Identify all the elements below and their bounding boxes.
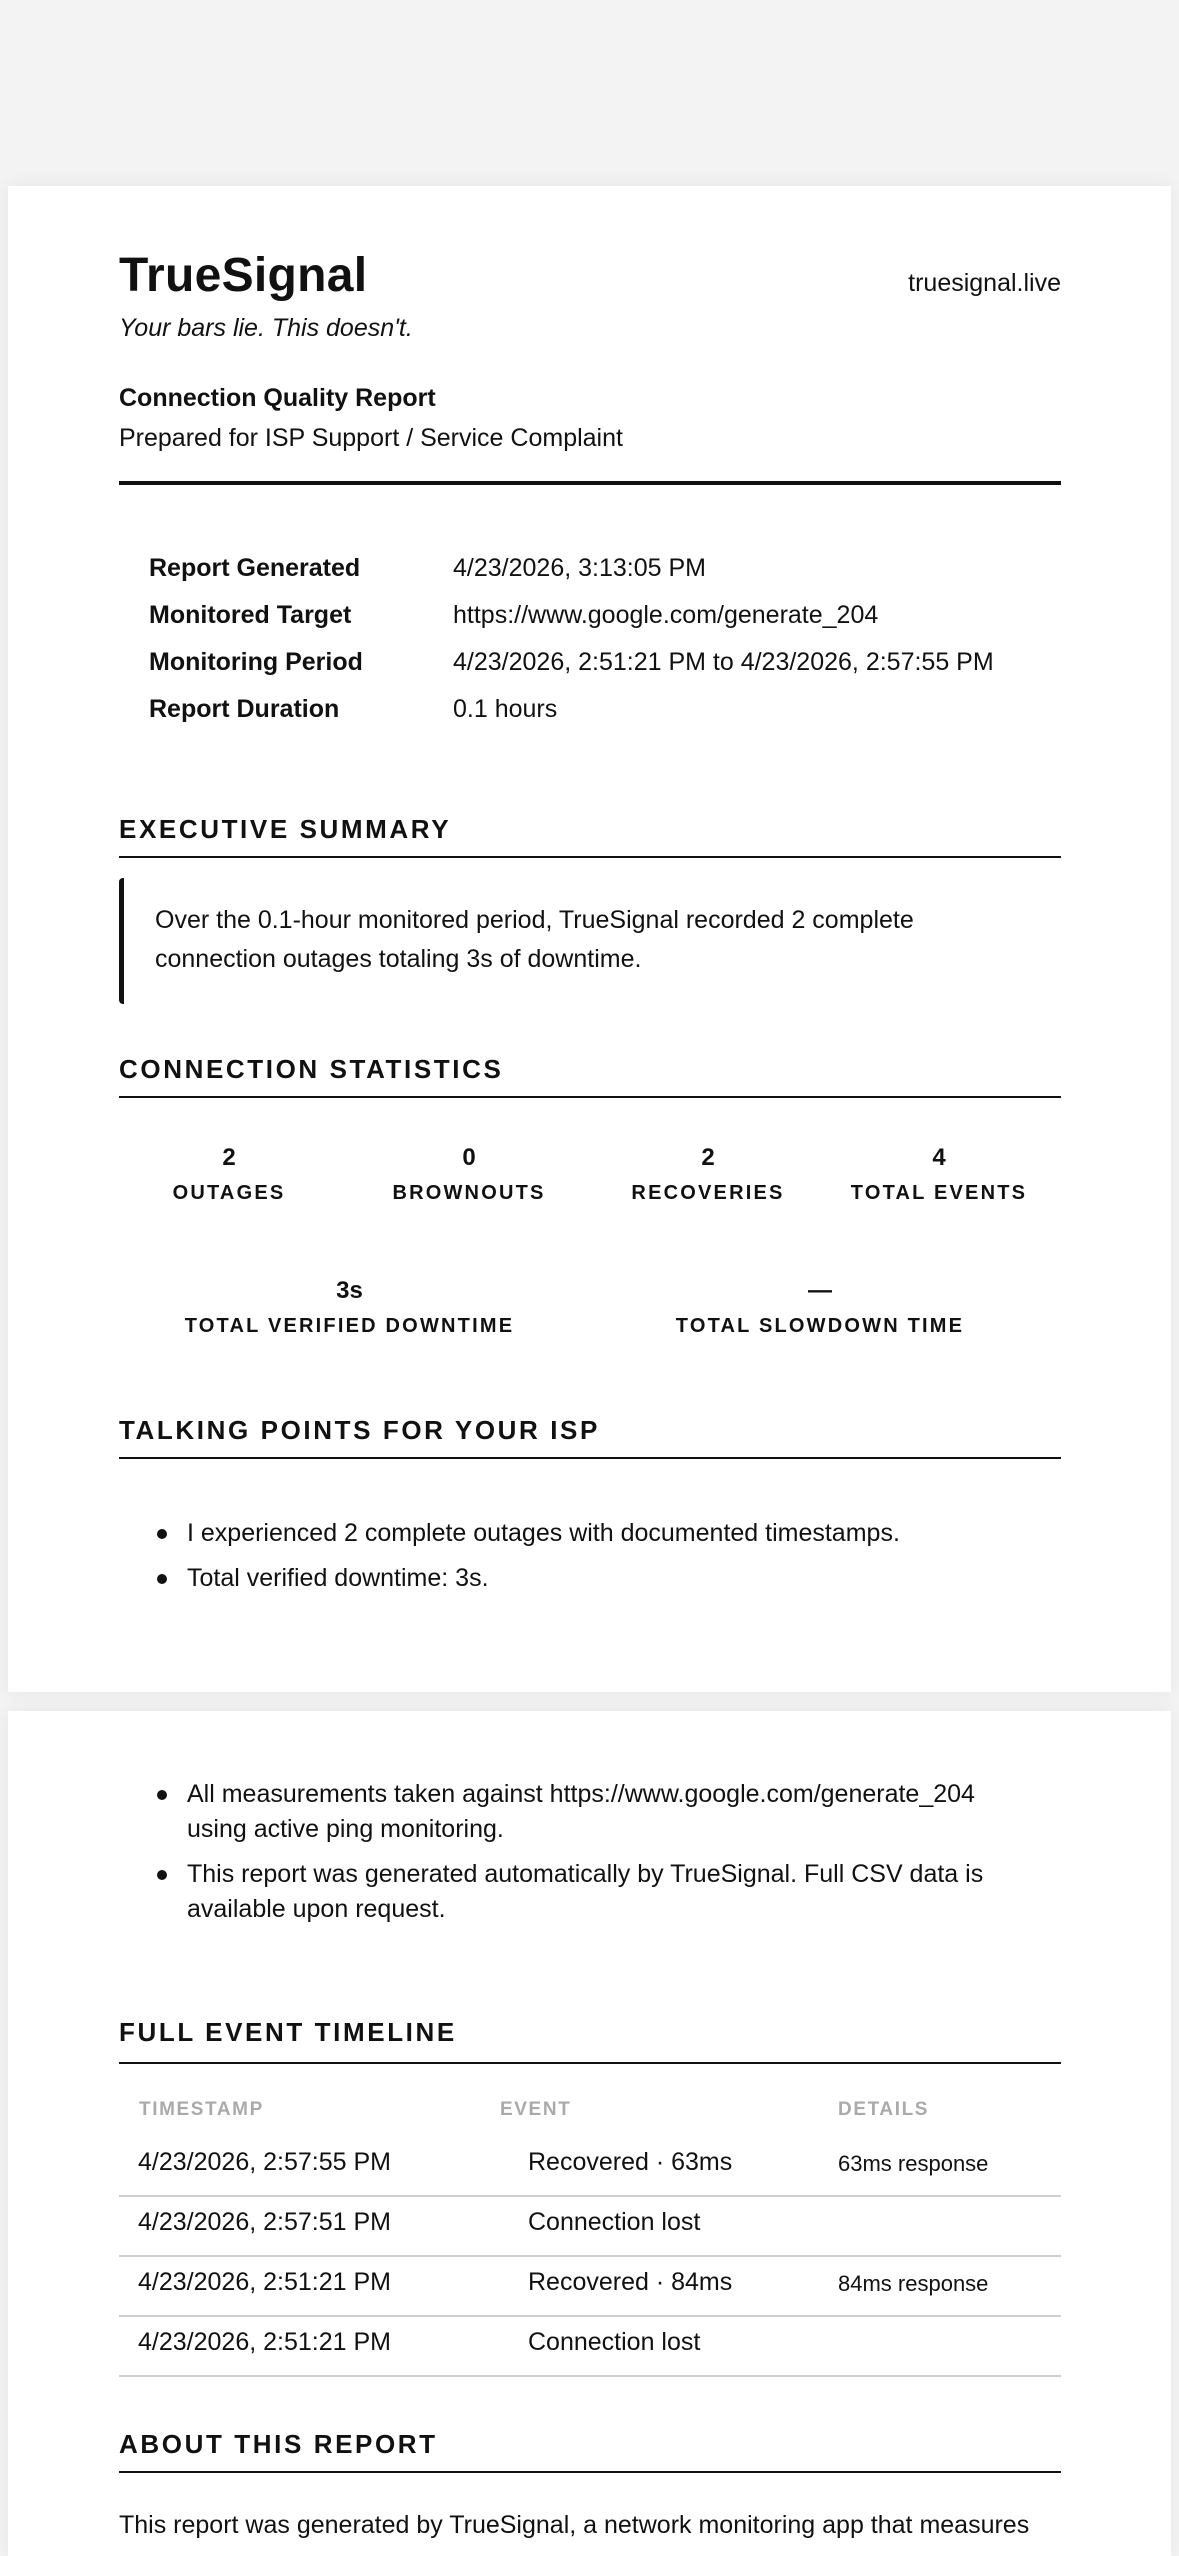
cell-timestamp: 4/23/2026, 2:51:21 PM — [138, 2328, 391, 2356]
section-title-stats: CONNECTION STATISTICS — [119, 1054, 504, 1084]
column-header-timestamp: TIMESTAMP — [139, 2099, 264, 2120]
section-divider — [119, 1457, 1061, 1459]
section-title-talking-points: TALKING POINTS FOR YOUR ISP — [119, 1415, 600, 1445]
stat-total-events — [817, 1144, 1061, 1205]
stat-label: RECOVERIES — [631, 1182, 785, 1204]
stat-value: — — [808, 1277, 832, 1304]
meta-row — [149, 648, 1061, 695]
meta-label: Report Generated — [149, 554, 361, 582]
list-item: I experienced 2 complete outages with documented timestamps. — [187, 1516, 1007, 1551]
stat-outages — [119, 1144, 339, 1205]
table-row — [119, 2193, 1061, 2251]
cell-event: Connection lost — [528, 2208, 701, 2236]
cell-event: Recovered · 84ms — [528, 2268, 733, 2296]
report-page-1 — [8, 186, 1171, 1692]
section-divider — [119, 1096, 1061, 1098]
column-header-event: EVENT — [500, 2099, 572, 2120]
table-row — [119, 2133, 1061, 2191]
meta-value: https://www.google.com/generate_204 — [453, 601, 879, 629]
header-divider — [119, 481, 1061, 485]
stat-label: TOTAL SLOWDOWN TIME — [675, 1315, 965, 1337]
cell-timestamp: 4/23/2026, 2:51:21 PM — [138, 2268, 391, 2296]
meta-value: 4/23/2026, 2:51:21 PM to 4/23/2026, 2:57:55 PM — [453, 648, 994, 676]
report-subtitle: Prepared for ISP Support / Service Complaint — [119, 424, 623, 452]
table-row — [119, 2253, 1061, 2311]
column-header-details: DETAILS — [838, 2099, 930, 2120]
stat-value: 2 — [701, 1144, 715, 1171]
timeline-header — [119, 2099, 1061, 2133]
stat-recoveries — [599, 1144, 817, 1205]
stat-slowdown-time — [580, 1277, 1060, 1338]
stat-label: BROWNOUTS — [392, 1182, 546, 1204]
summary-text: Over the 0.1-hour monitored period, TrueSignal recorded 2 complete connection outages totaling 3s of downtime. — [155, 906, 914, 973]
section-title-about: ABOUT THIS REPORT — [119, 2429, 438, 2459]
talking-points-list — [187, 1516, 1007, 1596]
meta-label: Monitoring Period — [149, 648, 363, 676]
brand-title: TrueSignal — [119, 249, 368, 302]
summary-callout — [119, 878, 1061, 1004]
list-item: All measurements taken against https://www.google.com/generate_204 using active ping monitoring. — [187, 1777, 1007, 1847]
meta-value: 0.1 hours — [453, 695, 558, 723]
list-item: Total verified downtime: 3s. — [187, 1561, 1007, 1596]
table-row — [119, 2313, 1061, 2371]
meta-row — [149, 695, 1061, 742]
section-title-timeline: FULL EVENT TIMELINE — [119, 2017, 457, 2047]
stat-brownouts — [339, 1144, 599, 1205]
list-item: This report was generated automatically by TrueSignal. Full CSV data is available upon request. — [187, 1857, 1007, 1927]
stat-value: 4 — [932, 1144, 946, 1171]
tagline: Your bars lie. This doesn't. — [119, 314, 413, 342]
about-text: This report was generated by TrueSignal, a network monitoring app that measures — [119, 2511, 1030, 2539]
meta-row — [149, 554, 1061, 601]
stat-value: 0 — [462, 1144, 476, 1171]
cell-details: 63ms response — [838, 2151, 989, 2176]
report-meta — [149, 554, 1061, 742]
stat-label: TOTAL EVENTS — [850, 1182, 1028, 1204]
stat-label: TOTAL VERIFIED DOWNTIME — [184, 1315, 515, 1337]
cell-details: 84ms response — [838, 2271, 989, 2296]
stat-label: OUTAGES — [172, 1182, 286, 1204]
stat-value: 2 — [222, 1144, 236, 1171]
section-divider — [119, 856, 1061, 858]
meta-label: Report Duration — [149, 695, 340, 723]
cell-timestamp: 4/23/2026, 2:57:55 PM — [138, 2148, 391, 2176]
section-divider — [119, 2471, 1061, 2473]
report-title: Connection Quality Report — [119, 384, 436, 412]
stats-row-secondary — [119, 1277, 1061, 1338]
meta-row — [149, 601, 1061, 648]
site-url: truesignal.live — [908, 269, 1061, 297]
row-divider — [119, 2375, 1061, 2377]
cell-event: Connection lost — [528, 2328, 701, 2356]
talking-points-list-continued — [187, 1777, 1007, 1927]
cell-timestamp: 4/23/2026, 2:57:51 PM — [138, 2208, 391, 2236]
stat-value: 3s — [336, 1277, 363, 1304]
section-title-summary: EXECUTIVE SUMMARY — [119, 814, 452, 844]
cell-event: Recovered · 63ms — [528, 2148, 733, 2176]
report-page-2 — [8, 1711, 1171, 2556]
stat-verified-downtime — [119, 1277, 580, 1338]
stats-row-primary — [119, 1144, 1061, 1205]
meta-value: 4/23/2026, 3:13:05 PM — [453, 554, 706, 582]
section-divider — [119, 2062, 1061, 2064]
meta-label: Monitored Target — [149, 601, 352, 629]
